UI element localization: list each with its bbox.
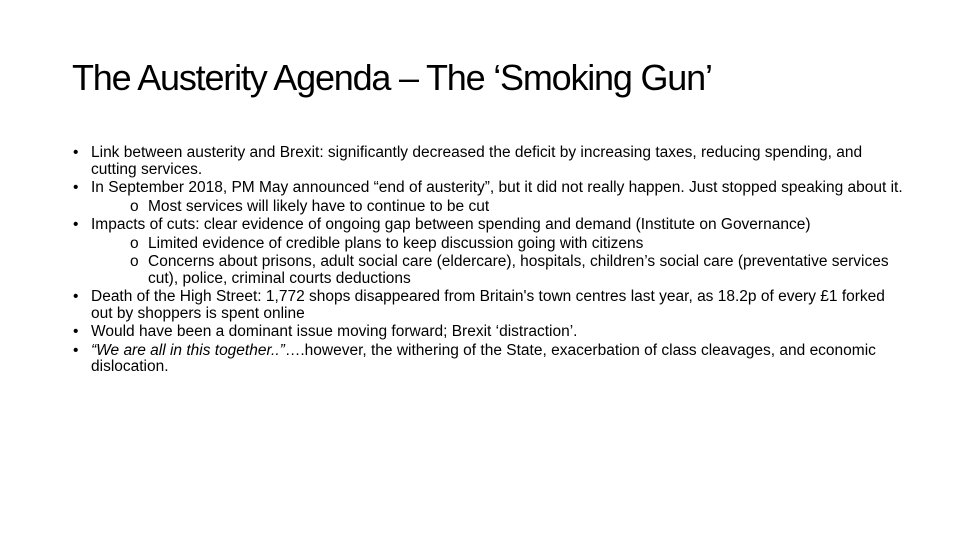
bullet-item xyxy=(73,343,903,376)
sub-bullet-item xyxy=(73,236,903,253)
sub-bullet-text: Most services will likely have to continue to be cut xyxy=(148,197,490,215)
sub-bullet-item xyxy=(73,254,903,287)
sub-bullet-text: Limited evidence of credible plans to keep discussion going with citizens xyxy=(148,234,644,252)
bullet-quote: “We are all in this together..” xyxy=(91,341,285,359)
bullet-icon: • xyxy=(73,144,79,161)
bullet-icon: • xyxy=(73,179,79,196)
sub-bullet-icon: o xyxy=(130,197,139,215)
sub-bullet-text: Concerns about prisons, adult social care (eldercare), hospitals, children’s social care (preventative services cut), police, criminal courts deductions xyxy=(148,253,889,287)
bullet-item xyxy=(73,289,903,322)
sub-bullet-icon: o xyxy=(130,253,139,270)
bullet-item xyxy=(73,324,903,341)
bullet-item xyxy=(73,180,903,197)
bullet-icon: • xyxy=(73,323,79,340)
bullet-icon: • xyxy=(73,341,79,359)
bullet-item xyxy=(73,217,903,234)
bullet-icon: • xyxy=(73,288,79,305)
bullet-text: Link between austerity and Brexit: significantly decreased the deficit by increasing taxes, reducing spending, and cutting services. xyxy=(91,144,863,178)
slide-title: The Austerity Agenda – The ‘Smoking Gun’ xyxy=(72,57,712,98)
bullet-item xyxy=(73,145,903,178)
bullet-text: In September 2018, PM May announced “end of austerity”, but it did not really happen. Just stopped speaking about it. xyxy=(91,179,903,196)
sub-bullet-item xyxy=(73,199,903,216)
bullet-text: Would have been a dominant issue moving forward; Brexit ‘distraction’. xyxy=(91,323,578,340)
bullet-text: Impacts of cuts: clear evidence of ongoing gap between spending and demand (Institute on Governance) xyxy=(91,216,811,233)
bullet-list xyxy=(73,145,903,376)
sub-bullet-icon: o xyxy=(130,234,139,252)
bullet-text: Death of the High Street: 1,772 shops disappeared from Britain's town centres last year, as 18.2p of every £1 forked out by shoppers is spent online xyxy=(91,288,885,322)
bullet-text: ….however, the withering of the State, exacerbation of class cleavages, and economic dislocation. xyxy=(91,341,876,375)
bullet-icon: • xyxy=(73,216,79,233)
